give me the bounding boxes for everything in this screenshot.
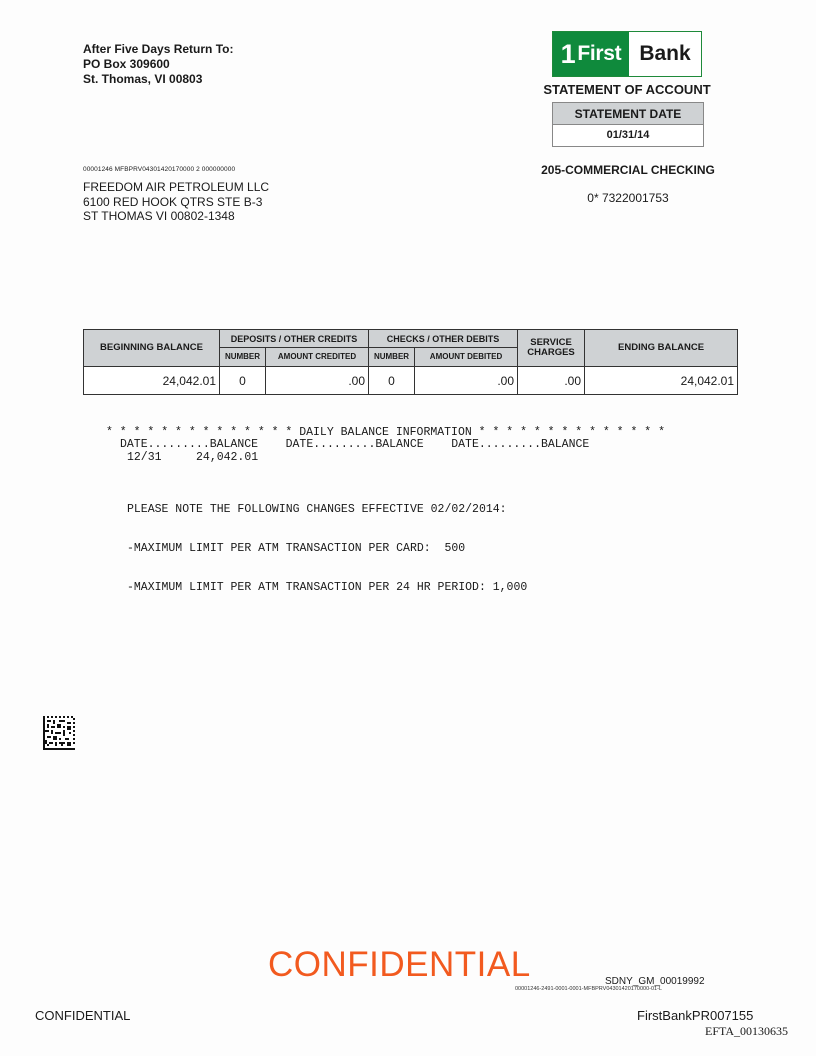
header-deposits: DEPOSITS / OTHER CREDITS (220, 330, 369, 348)
firstbank-bates-number: FirstBankPR007155 (637, 1008, 754, 1023)
amount-debited-value: .00 (415, 367, 518, 395)
logo-green-panel (553, 32, 629, 76)
logo-first-text: First (577, 42, 622, 65)
logo-number: 1 (560, 38, 576, 69)
daily-balance-row: 12/31 24,042.01 (127, 451, 259, 464)
confidential-label: CONFIDENTIAL (35, 1008, 131, 1023)
notice-line: -MAXIMUM LIMIT PER ATM TRANSACTION PER 24 HR PERIOD: 1,000 (127, 581, 528, 594)
header-deposits-number: NUMBER (220, 348, 266, 367)
statement-title: STATEMENT OF ACCOUNT (543, 82, 711, 97)
confidential-stamp: CONFIDENTIAL (268, 945, 531, 984)
statement-date-label: STATEMENT DATE (553, 103, 703, 125)
mailing-barcode-line: 00001246 MFBPRV04301420170000 2 000000000 (83, 166, 236, 173)
datamatrix-barcode-icon (43, 716, 75, 750)
notice-block (127, 477, 527, 607)
table-row (84, 367, 738, 395)
notice-line: PLEASE NOTE THE FOLLOWING CHANGES EFFECTIVE 02/02/2014: (127, 503, 507, 516)
header-ending-balance: ENDING BALANCE (585, 330, 738, 367)
header-amount-debited: AMOUNT DEBITED (415, 348, 518, 367)
statement-date-box (552, 102, 704, 147)
header-checks: CHECKS / OTHER DEBITS (369, 330, 518, 348)
logo-bank-text: Bank (629, 32, 701, 76)
deposits-number-value: 0 (220, 367, 266, 395)
notice-line: -MAXIMUM LIMIT PER ATM TRANSACTION PER CARD: 500 (127, 542, 466, 555)
header-service-charges: SERVICE CHARGES (518, 330, 585, 367)
daily-balance-header: * * * * * * * * * * * * * * DAILY BALANCE INFORMATION * * * * * * * * * * * * * * (106, 426, 665, 439)
account-type: 205-COMMERCIAL CHECKING (541, 163, 715, 177)
account-number: 0* 7322001753 (587, 191, 669, 205)
efta-number: EFTA_00130635 (705, 1024, 789, 1038)
document-control-code: 00001246-2491-0001-0001-MFBPRV04301420170000-01-L (515, 986, 662, 992)
service-charges-value: .00 (518, 367, 585, 395)
sdny-bates-number: SDNY_GM_00019992 (605, 976, 705, 987)
firstbank-logo (552, 31, 702, 77)
statement-date-value: 01/31/14 (553, 125, 703, 146)
header-amount-credited: AMOUNT CREDITED (266, 348, 369, 367)
header-checks-number: NUMBER (369, 348, 415, 367)
mailing-address-line3: ST THOMAS VI 00802-1348 (83, 209, 235, 223)
return-address (83, 42, 233, 87)
return-address-line1: After Five Days Return To: (83, 42, 234, 56)
return-address-line2: PO Box 309600 (83, 57, 170, 71)
mailing-address-line1: FREEDOM AIR PETROLEUM LLC (83, 180, 270, 194)
mailing-address-line2: 6100 RED HOOK QTRS STE B-3 (83, 194, 263, 209)
amount-credited-value: .00 (266, 367, 369, 395)
return-address-line3: St. Thomas, VI 00803 (83, 72, 203, 86)
ending-balance-value: 24,042.01 (585, 367, 738, 395)
beginning-balance-value: 24,042.01 (84, 367, 220, 395)
header-beginning-balance: BEGINNING BALANCE (84, 330, 220, 367)
daily-balance-columns: DATE.........BALANCE DATE.........BALANCE DATE.........BALANCE (120, 438, 590, 451)
mailing-address (83, 180, 269, 224)
checks-number-value: 0 (369, 367, 415, 395)
account-summary-table (83, 329, 738, 395)
